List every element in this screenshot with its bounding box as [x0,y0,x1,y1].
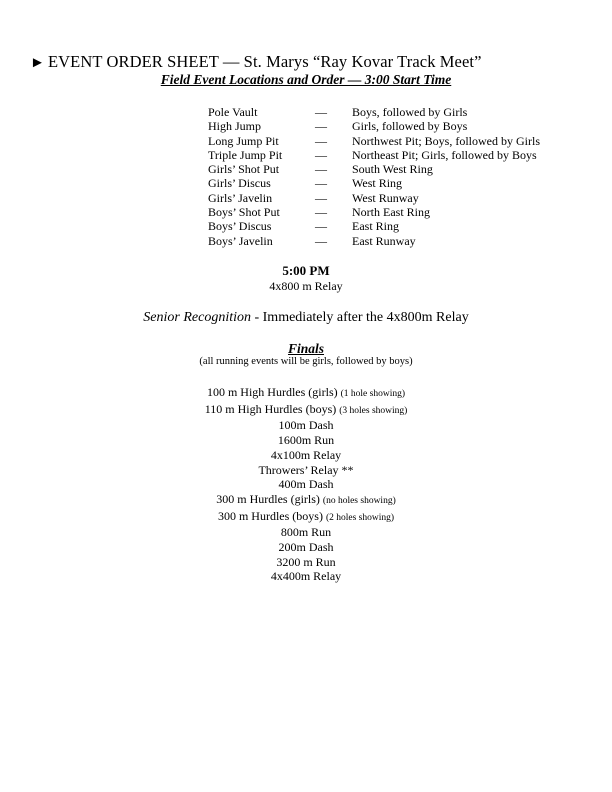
field-event-location: West Runway [352,190,419,205]
list-item [0,569,612,584]
field-event-location: East Ring [352,219,399,234]
table-row [208,234,540,248]
field-event-name: Girls’ Discus [208,176,271,191]
finals-event-name: 400m Dash [278,477,334,492]
field-event-name: Pole Vault [208,105,258,119]
table-row [208,162,540,176]
field-event-name: Boys’ Javelin [208,233,273,248]
field-event-name: High Jump [208,119,262,134]
field-event-dash: — [315,105,327,119]
field-events-table [208,105,540,248]
field-event-dash: — [315,233,327,248]
senior-recognition-label: Senior Recognition [143,310,251,325]
field-event-location: Girls, followed by Boys [352,119,468,134]
finals-event-name: 4x100m Relay [270,447,342,462]
field-event-dash: — [315,219,327,234]
finals-event-name: 300 m Hurdles (boys) [217,508,323,523]
field-event-location: Northeast Pit; Girls, followed by Boys [352,147,537,162]
list-item [0,433,612,448]
finals-event-name: 300 m Hurdles (girls) [216,491,320,506]
list-item [0,402,612,419]
page-title [30,52,482,72]
table-row [208,191,540,205]
finals-event-note: (2 holes showing) [325,512,395,523]
finals-event-name: Throwers’ Relay ** [258,462,354,477]
table-row [208,105,540,119]
finals-event-name: 4x400m Relay [270,569,342,584]
finals-event-note: (no holes showing) [322,495,396,506]
finals-event-name: 110 m High Hurdles (boys) [204,401,337,416]
field-event-location: South West Ring [352,162,433,177]
list-item [0,492,612,509]
field-event-dash: — [315,147,327,162]
finals-note: (all running events will be girls, followed by boys) [199,356,413,367]
finals-event-name: 200m Dash [278,540,334,555]
field-event-location: North East Ring [352,205,430,220]
finals-event-name: 1600m Run [277,433,335,448]
list-item [0,509,612,526]
finals-list [0,385,612,584]
field-event-dash: — [315,190,327,205]
finals-event-name: 100 m High Hurdles (girls) [206,385,338,399]
field-event-location: Northwest Pit; Boys, followed by Girls [352,133,540,148]
five-pm-event: 4x800 m Relay [269,279,343,293]
table-row [208,119,540,133]
field-event-name: Girls’ Shot Put [208,162,280,177]
list-item [0,448,612,463]
field-event-location: East Runway [352,233,416,248]
senior-recognition-text: - Immediately after the 4x800m Relay [250,310,469,325]
field-event-dash: — [315,162,327,177]
senior-recognition [0,310,612,326]
list-item [0,525,612,540]
field-event-location: Boys, followed by Girls [352,105,468,119]
list-item [0,463,612,478]
finals-event-name: 100m Dash [278,418,334,433]
field-event-name: Triple Jump Pit [208,147,283,162]
title-text: EVENT ORDER SHEET — St. Marys “Ray Kovar Track Meet” [47,52,482,71]
list-item [0,555,612,570]
field-event-location: West Ring [352,176,403,191]
table-row [208,176,540,190]
list-item [0,540,612,555]
finals-heading: Finals [287,341,325,356]
list-item [0,418,612,433]
arrow-right-icon: ► [30,55,45,71]
field-event-dash: — [315,119,327,134]
field-event-name: Long Jump Pit [208,133,279,148]
table-row [208,205,540,219]
field-event-dash: — [315,176,327,191]
finals-event-note: (3 holes showing) [339,405,408,416]
table-row [208,219,540,233]
field-event-dash: — [315,133,327,148]
five-pm-heading: 5:00 PM [282,263,330,278]
field-event-name: Boys’ Shot Put [208,205,280,220]
list-item [0,385,612,402]
table-row [208,134,540,148]
field-events-subtitle: Field Event Locations and Order — 3:00 Start Time [160,72,452,87]
finals-event-name: 800m Run [280,525,332,540]
field-event-name: Boys’ Discus [208,219,272,234]
list-item [0,477,612,492]
table-row [208,148,540,162]
finals-event-name: 3200 m Run [276,554,336,569]
field-event-name: Girls’ Javelin [208,190,273,205]
finals-event-note: (1 hole showing) [340,389,406,399]
field-event-dash: — [315,205,327,220]
